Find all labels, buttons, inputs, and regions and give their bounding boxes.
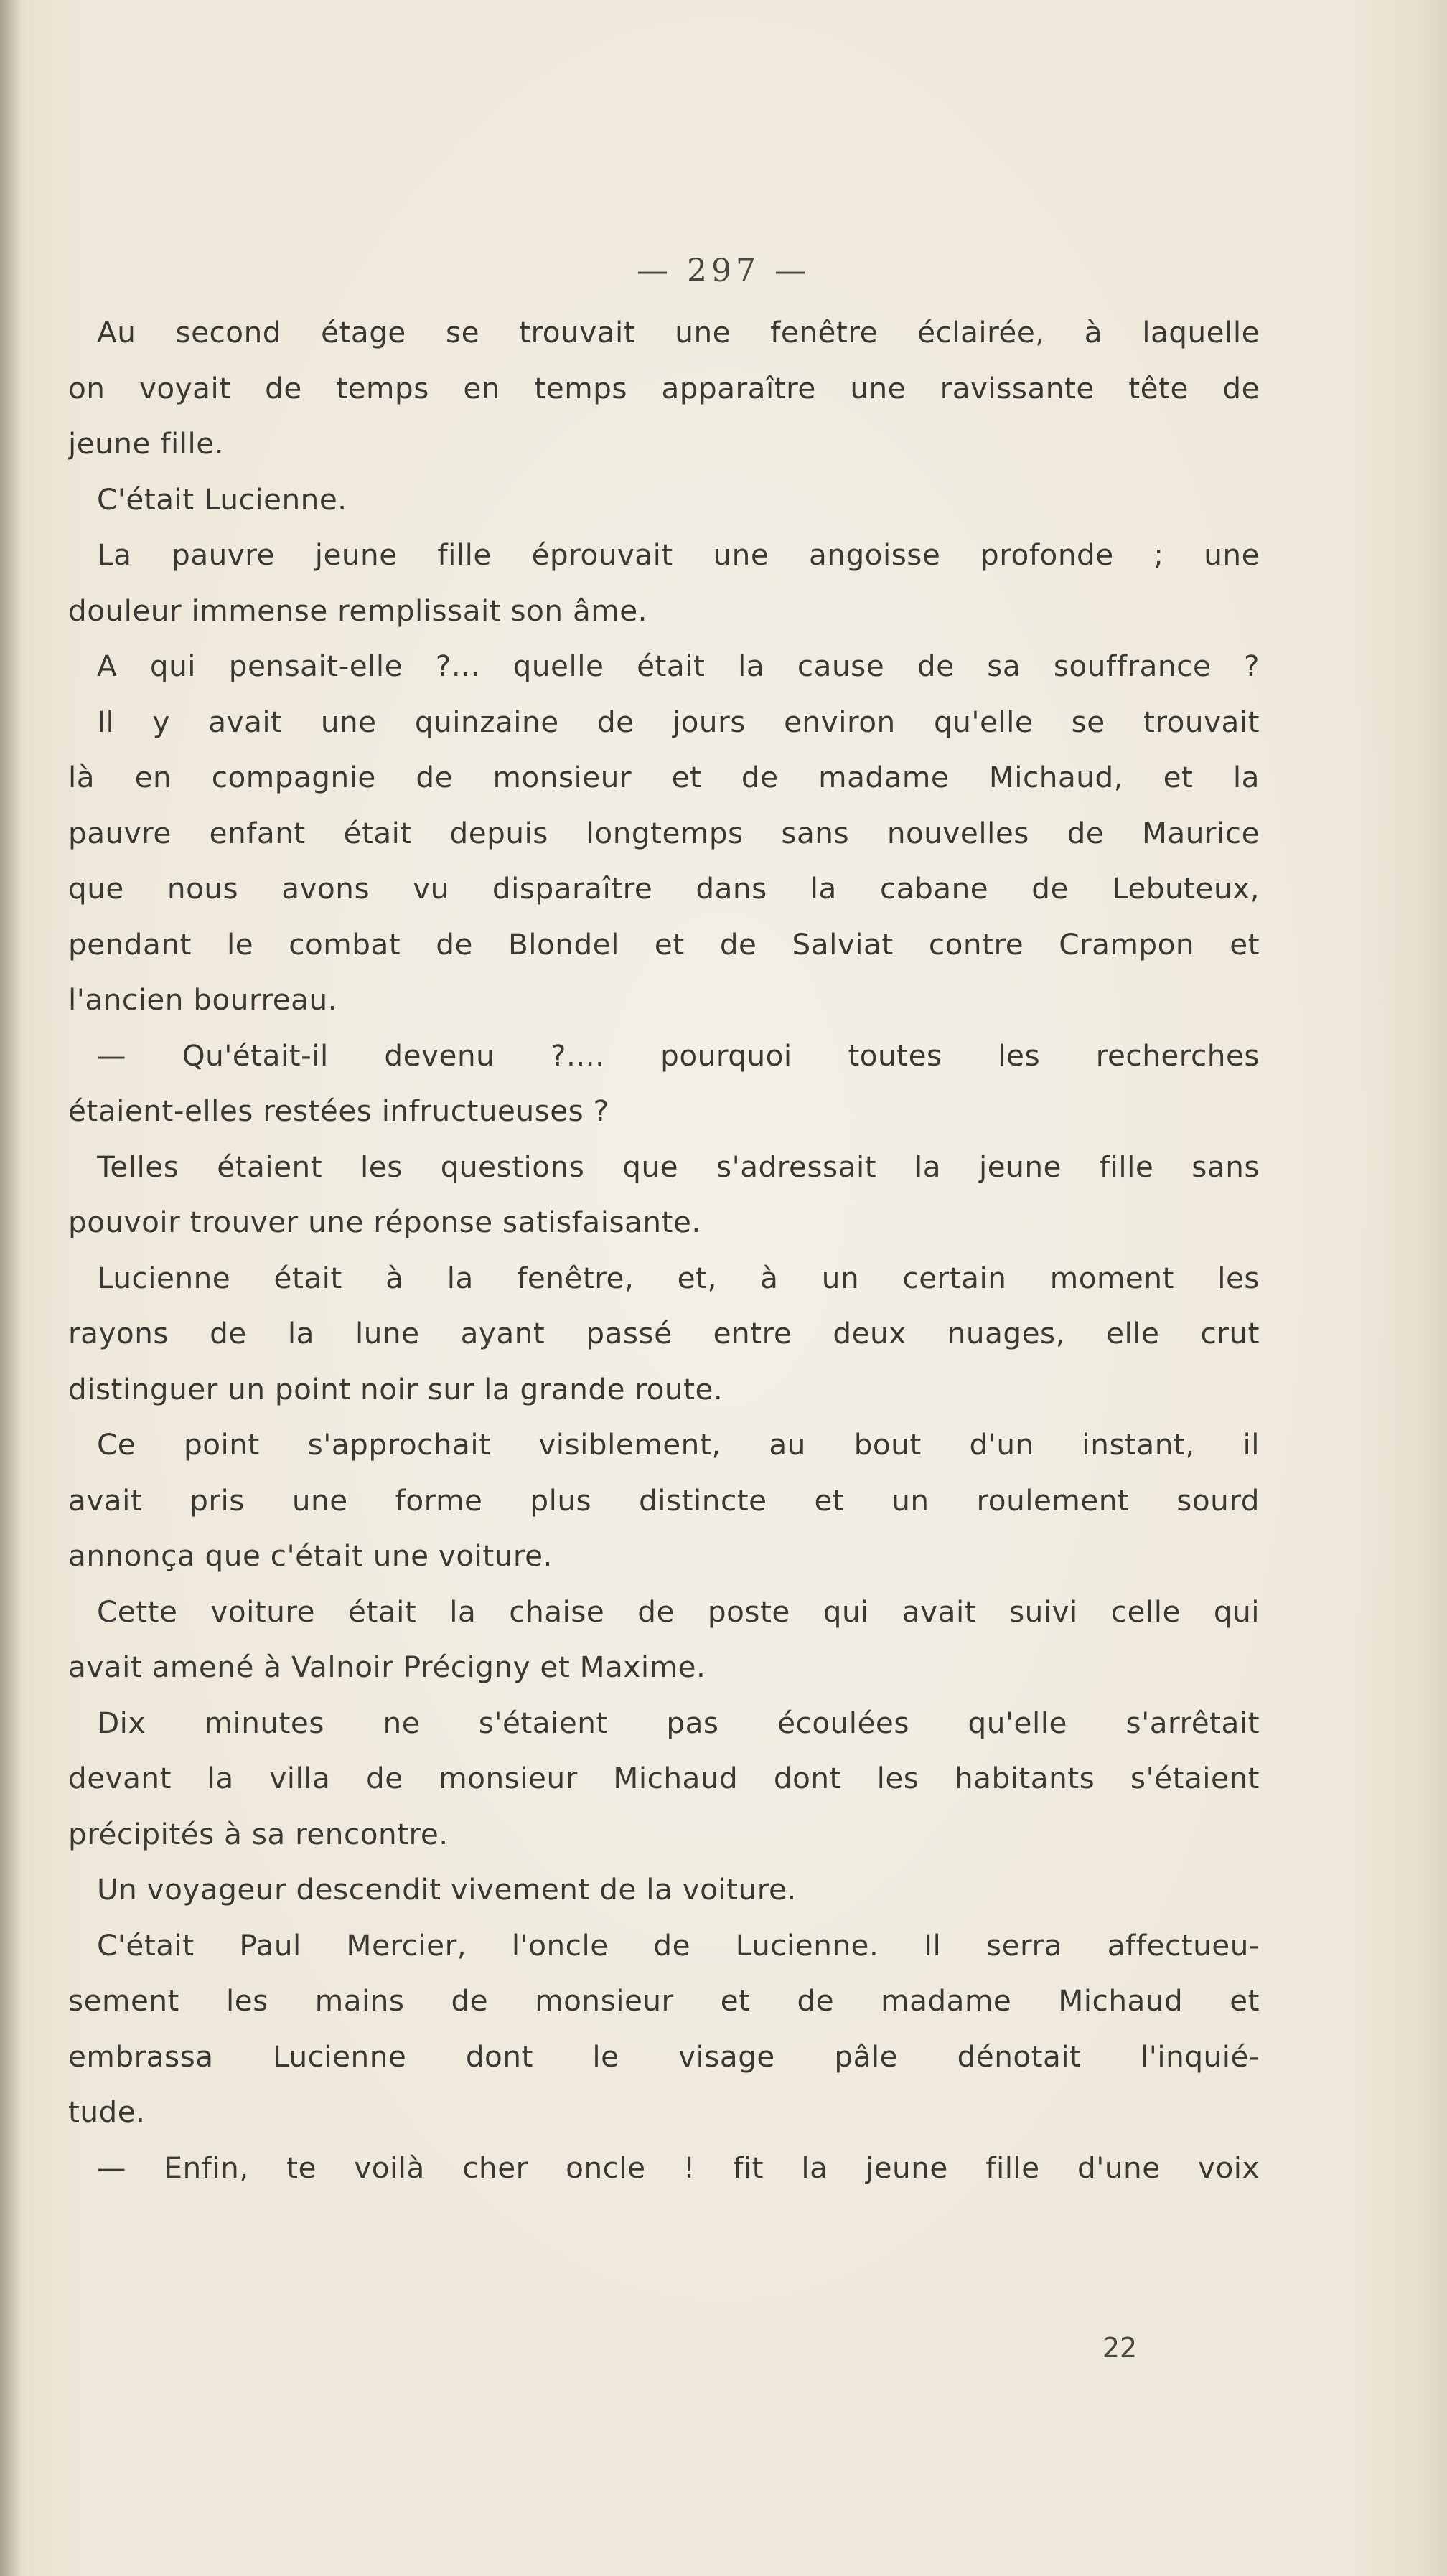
text-line: on voyait de temps en temps apparaître une ravissante tête de — [68, 370, 1260, 405]
text-line: Il y avait une quinzaine de jours environ qu'elle se trouvait — [97, 704, 1260, 739]
text-line: précipités à sa rencontre. — [68, 1816, 449, 1851]
text-line: douleur immense remplissait son âme. — [68, 593, 647, 628]
gutter-shadow — [0, 0, 22, 2576]
text-line: pouvoir trouver une réponse satisfaisante. — [68, 1205, 701, 1239]
text-line: Ce point s'approchait visiblement, au bout d'un instant, il — [97, 1427, 1260, 1462]
text-line: Au second étage se trouvait une fenêtre éclairée, à laquelle — [97, 315, 1260, 349]
text-line: avait amené à Valnoir Précigny et Maxime. — [68, 1650, 706, 1684]
text-line: Cette voiture était la chaise de poste qui avait suivi celle qui — [97, 1594, 1260, 1629]
text-line: que nous avons vu disparaître dans la cabane de Lebuteux, — [68, 871, 1260, 906]
text-line: tude. — [68, 2095, 146, 2129]
text-line: étaient-elles restées infructueuses ? — [68, 1094, 609, 1128]
text-line: l'ancien bourreau. — [68, 982, 337, 1017]
text-line: A qui pensait-elle ?... quelle était la cause de sa souffrance ? — [97, 649, 1260, 683]
text-line: C'était Paul Mercier, l'oncle de Lucienne. Il serra affectueu- — [97, 1927, 1260, 1962]
text-line: distinguer un point noir sur la grande route. — [68, 1371, 724, 1406]
text-line: embrassa Lucienne dont le visage pâle dénotait l'inquié- — [68, 2039, 1260, 2074]
text-line: Telles étaient les questions que s'adressait la jeune fille sans — [97, 1149, 1260, 1184]
page-number: — 297 — — [637, 253, 810, 289]
text-line: — Enfin, te voilà cher oncle ! fit la jeune fille d'une voix — [97, 2150, 1260, 2185]
signature-mark: 22 — [1102, 2332, 1138, 2364]
text-line: devant la villa de monsieur Michaud dont les habitants s'étaient — [68, 1761, 1260, 1795]
text-line: sement les mains de monsieur et de madame Michaud et — [68, 1983, 1260, 2018]
text-line: Lucienne était à la fenêtre, et, à un certain moment les — [97, 1260, 1260, 1295]
text-line: avait pris une forme plus distincte et un roulement sourd — [68, 1482, 1260, 1518]
text-line: annonça que c'était une voiture. — [68, 1538, 553, 1573]
text-line: — Qu'était-il devenu ?.... pourquoi toutes les recherches — [97, 1038, 1260, 1073]
text-line: C'était Lucienne. — [97, 481, 347, 517]
text-line: La pauvre jeune fille éprouvait une angoisse profonde ; une — [97, 537, 1260, 572]
text-line: rayons de la lune ayant passé entre deux nuages, elle crut — [68, 1316, 1260, 1350]
text-line: jeune fille. — [68, 426, 225, 461]
text-line: Un voyageur descendit vivement de la voiture. — [97, 1872, 797, 1907]
text-line: pendant le combat de Blondel et de Salviat contre Crampon et — [68, 926, 1260, 962]
text-line: Dix minutes ne s'étaient pas écoulées qu'elle s'arrêtait — [97, 1705, 1260, 1740]
text-line: là en compagnie de monsieur et de madame Michaud, et la — [68, 760, 1260, 794]
body-text — [68, 305, 1260, 2196]
text-line: pauvre enfant était depuis longtemps sans nouvelles de Maurice — [68, 815, 1260, 850]
